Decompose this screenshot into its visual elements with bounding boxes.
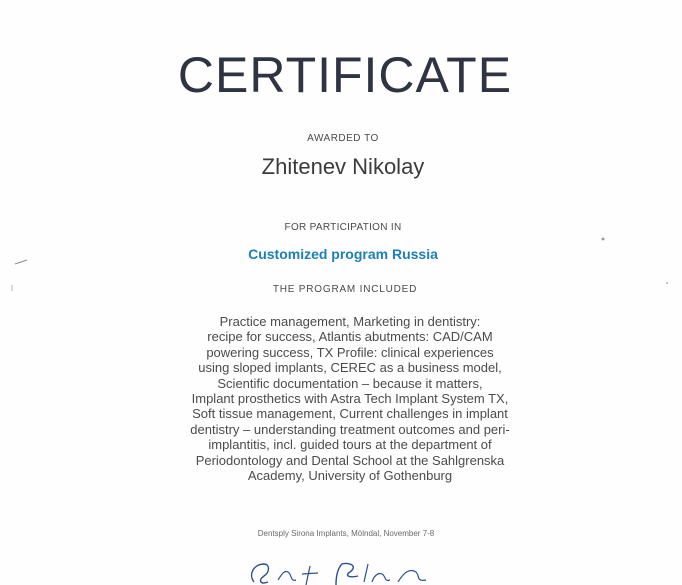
description-line: dentistry – understanding treatment outcomes and peri- [190,421,510,437]
signature-stroke [336,563,358,585]
scan-speck [14,258,28,266]
description-line: recipe for success, Atlantis abutments: CAD/CAM [207,329,493,345]
signature-stroke [278,571,296,580]
awarded-to-label: AWARDED TO [307,133,379,144]
description-line: Implant prosthetics with Astra Tech Implant System TX, [191,391,509,407]
scan-speck [600,236,606,242]
program-description [150,314,550,483]
description-line: using sloped implants, CEREC as a business model, [198,360,502,376]
signature-stroke [252,564,269,583]
description-line: Periodontology and Dental School at the Sahlgrenska [195,452,505,468]
certificate-title: CERTIFICATE [177,47,513,103]
program-name: Customized program Russia [248,246,438,262]
recipient-name: Zhitenev Nikolay [261,154,425,179]
program-included-label: THE PROGRAM INCLUDED [272,284,418,295]
description-line: powering success, TX Profile: clinical experiences [206,344,494,360]
issuer-footer: Dentsply Sirona Implants, Mölndal, November 7-8 [257,529,435,538]
description-line: Scientific documentation – because it matters, [217,375,483,391]
description-line: Academy, University of Gothenburg [247,468,453,484]
signature-stroke [398,570,426,582]
signature-stroke [302,566,318,585]
participation-label: FOR PARTICIPATION IN [284,222,402,233]
scan-speck [10,285,14,291]
description-line: Practice management, Marketing in dentistry: [219,314,481,329]
signature-image [240,552,440,585]
description-line: Soft tissue management, Current challenges in implant [192,406,508,422]
description-line: implantitis, incl. guided tours at the department of [208,437,492,453]
signature-stroke [364,564,390,582]
scan-speck [664,280,670,286]
